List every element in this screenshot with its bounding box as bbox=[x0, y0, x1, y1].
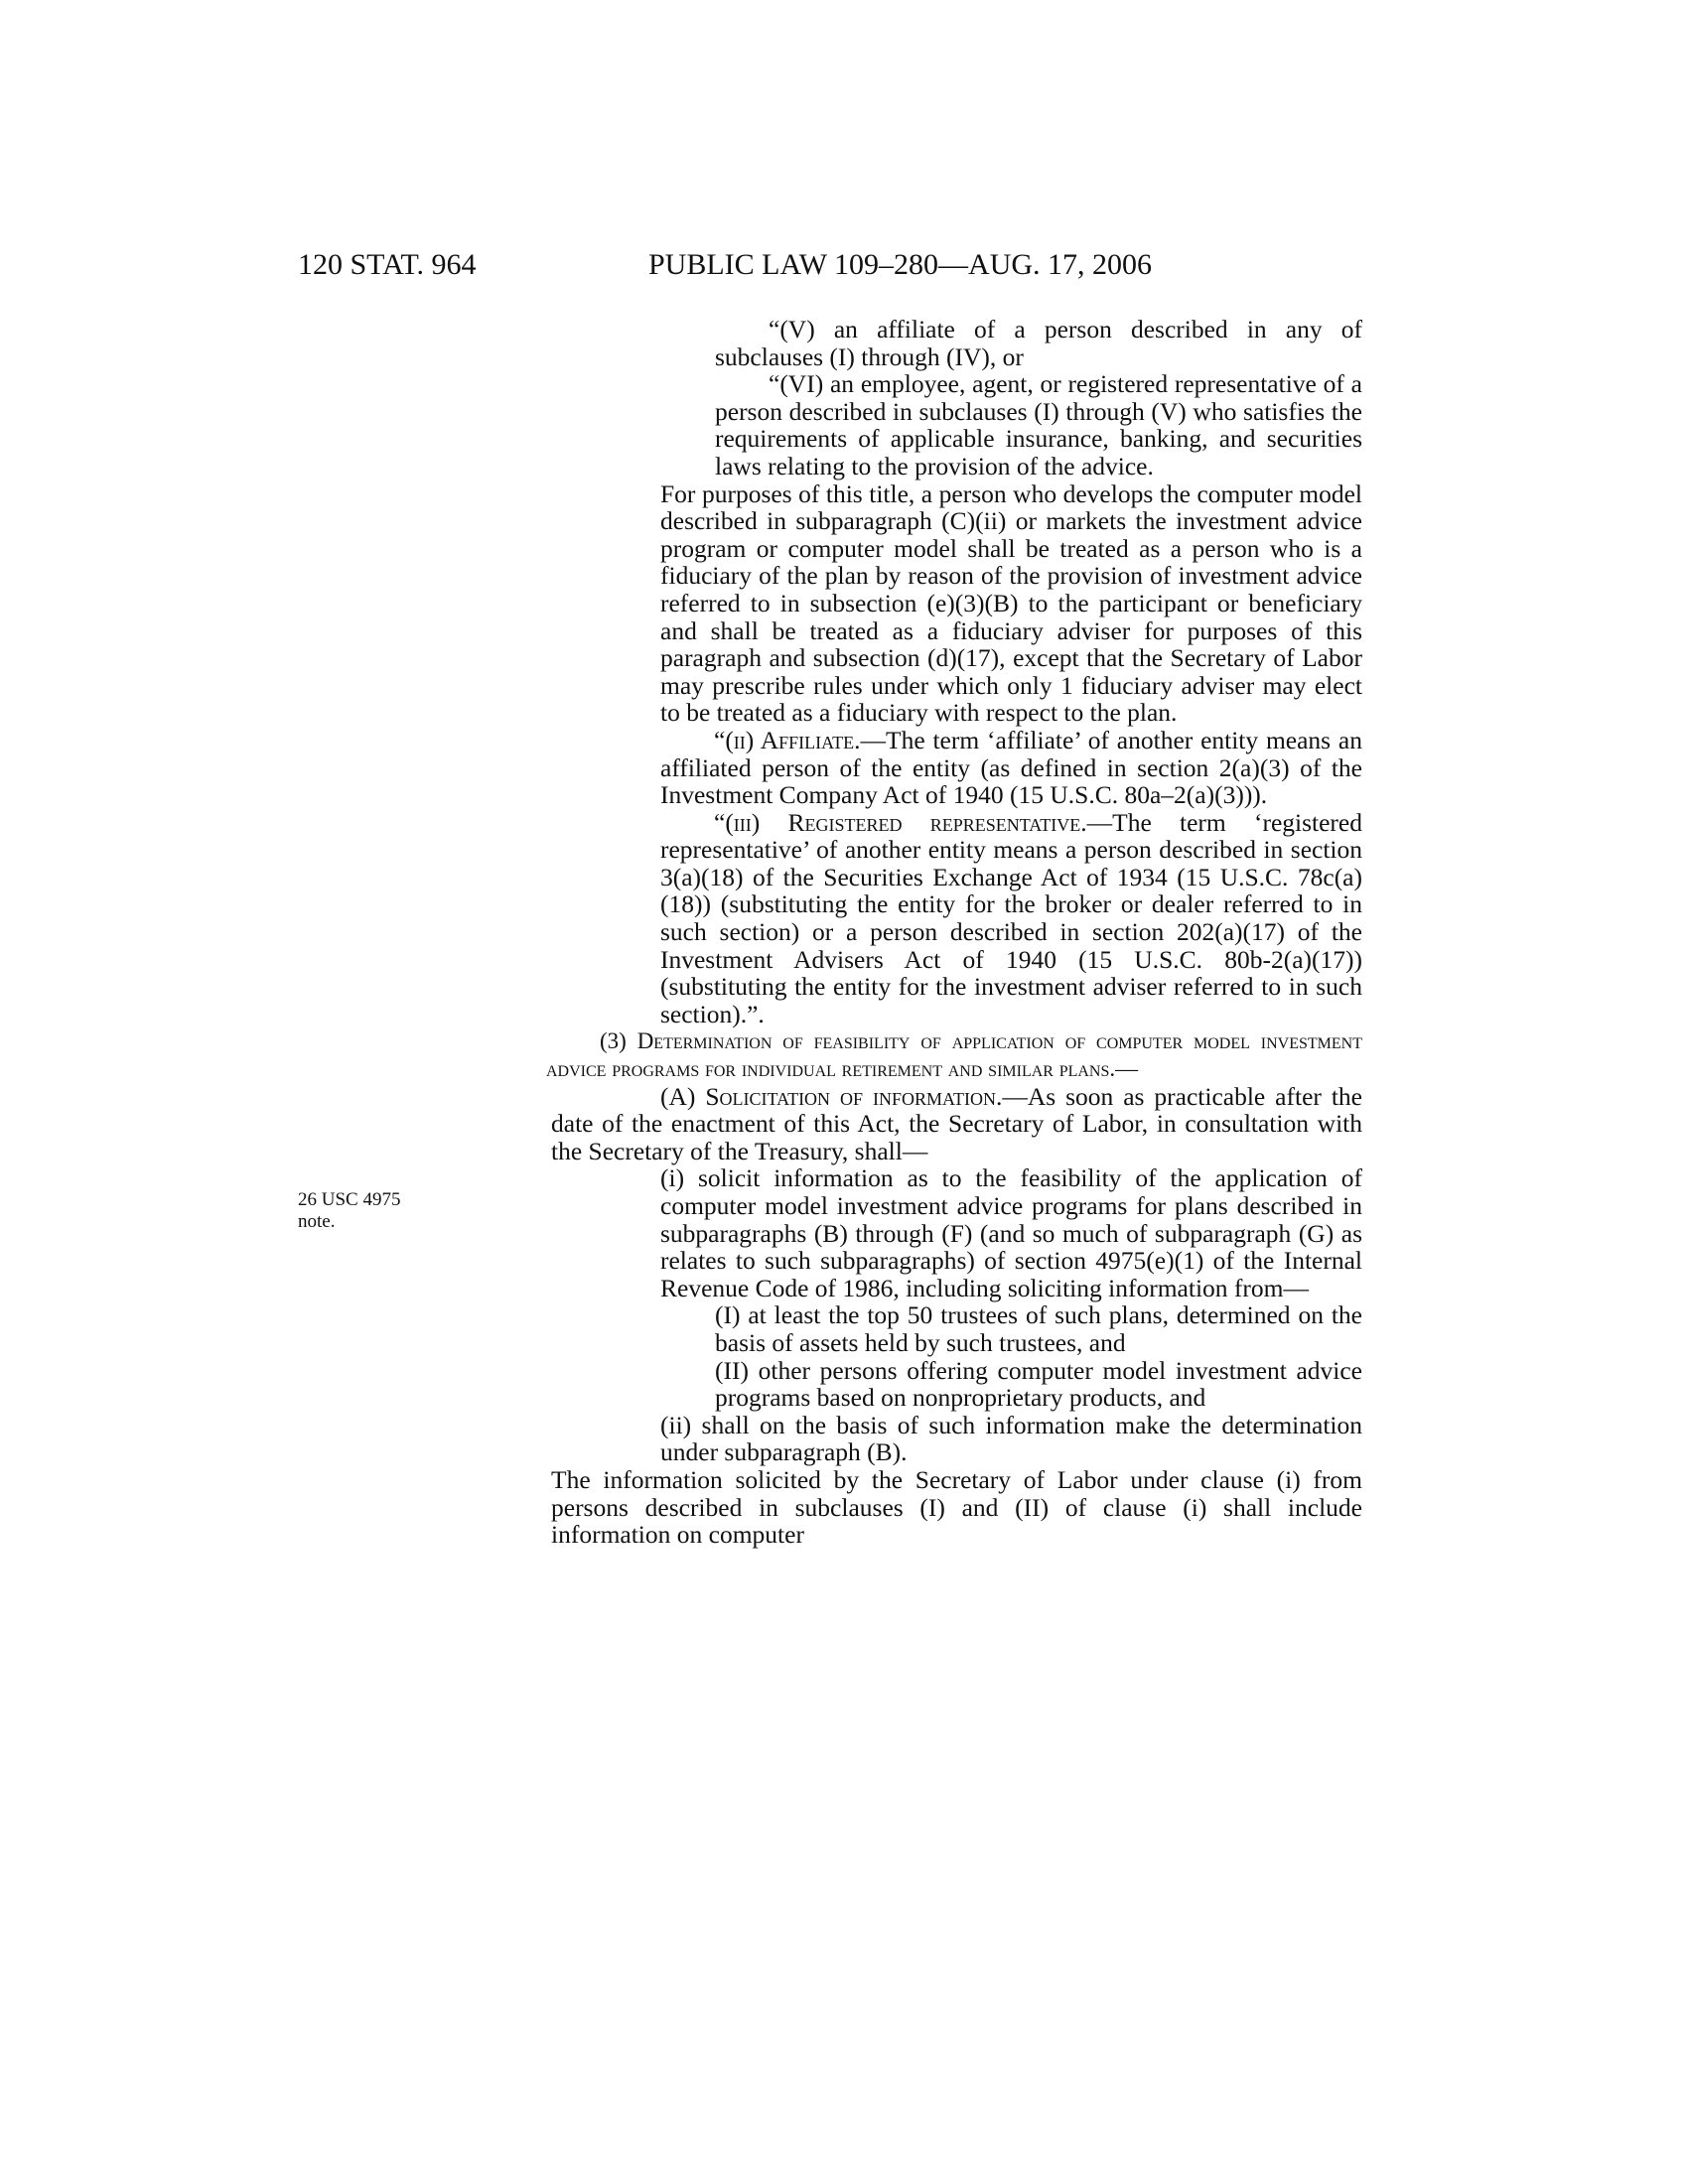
margin-note bbox=[298, 1189, 467, 1233]
clause-iii-registered-representative bbox=[660, 809, 1362, 1028]
page-reference: 120 STAT. 964 bbox=[298, 248, 477, 281]
running-head: PUBLIC LAW 109–280—AUG. 17, 2006 bbox=[648, 248, 1153, 281]
subclause-ii: (II) other persons offering computer model investment advice programs based on nonproprietary products, and bbox=[715, 1355, 1362, 1413]
clause-ii-heading: “(ii) Affiliate.— bbox=[714, 725, 886, 754]
paragraph-3-title: (3) Determination of feasibility of application of computer model investment advice programs for individual retirement and similar plans.— bbox=[546, 1028, 1362, 1082]
margin-note-suffix: note. bbox=[298, 1211, 336, 1232]
clause-ii-affiliate bbox=[660, 727, 1362, 809]
clause-iii-heading: “(iii) Registered representative.— bbox=[714, 807, 1113, 837]
subclause-v: “(V) an affiliate of a person described in any of subclauses (I) through (IV), or bbox=[715, 315, 1362, 371]
information-solicited-paragraph: The information solicited by the Secretary of Labor under clause (i) from persons described in subclauses (I) and (II) of clause (i) shall include information on computer bbox=[551, 1464, 1362, 1550]
clause-ii: (ii) shall on the basis of such information make the determination under subparagraph (B). bbox=[660, 1410, 1362, 1467]
subclause-i: (I) at least the top 50 trustees of such plans, determined on the basis of assets held by such trustees, and bbox=[715, 1300, 1362, 1357]
subclause-vi: “(VI) an employee, agent, or registered representative of a person described in subclauses (I) through (V) who satisfies the requirements of applicable insurance, banking, and securities laws relating to the provision of the advice. bbox=[715, 369, 1362, 480]
paragraph-3-heading bbox=[546, 1027, 1362, 1082]
subparagraph-a-heading: (A) Solicitation of information.— bbox=[660, 1081, 1028, 1111]
fiduciary-purposes-paragraph: For purposes of this title, a person who develops the computer model described in subparagraph (C)(ii) or markets the investment advice program or computer model shall be treated as a person who is a fiduciary of the plan by reason of the provision of investment advice referred to in subsection (e)(3)(B) to the participant or beneficiary and shall be treated as a fiduciary adviser for purposes of this paragraph and subsection (d)(17), except that the Secretary of Labor may prescribe rules under which only 1 fiduciary adviser may elect to be treated as a fiduciary with respect to the plan. bbox=[660, 478, 1362, 728]
subparagraph-a-text: As soon as practicable after the date of the enactment of this Act, the Secretary of Labor, in consultation with the Secretary of the Treasury, shall— bbox=[551, 1081, 1362, 1165]
clause-i: (i) solicit information as to the feasibility of the application of computer model investment advice programs for plans described in subparagraphs (B) through (F) (and so much of subparagraph (G) as relates to such subparagraphs) of section 4975(e)(1) of the Internal Revenue Code of 1986, including soliciting information from— bbox=[660, 1163, 1362, 1302]
clause-iii-text: The term ‘registered representative’ of another entity means a person described in section 3(a)(18) of the Securities Exchange Act of 1934 (15 U.S.C. 78c(a)(18)) (substituting the entity for the broker or dealer referred to in such section) or a person described in section 202(a)(17) of the Investment Advisers Act of 1940 (15 U.S.C. 80b-2(a)(17)) (substituting the entity for the investment adviser referred to in such section).”. bbox=[660, 807, 1362, 1028]
statute-text bbox=[546, 315, 1362, 1550]
margin-note-citation: 26 USC 4975 bbox=[298, 1189, 401, 1210]
clause-ii-text: The term ‘affiliate’ of another entity means an affiliated person of the entity (as defined in section 2(a)(3) of the Investment Company Act of 1940 (15 U.S.C. 80a–2(a)(3))). bbox=[660, 725, 1362, 810]
subparagraph-a bbox=[551, 1083, 1362, 1165]
